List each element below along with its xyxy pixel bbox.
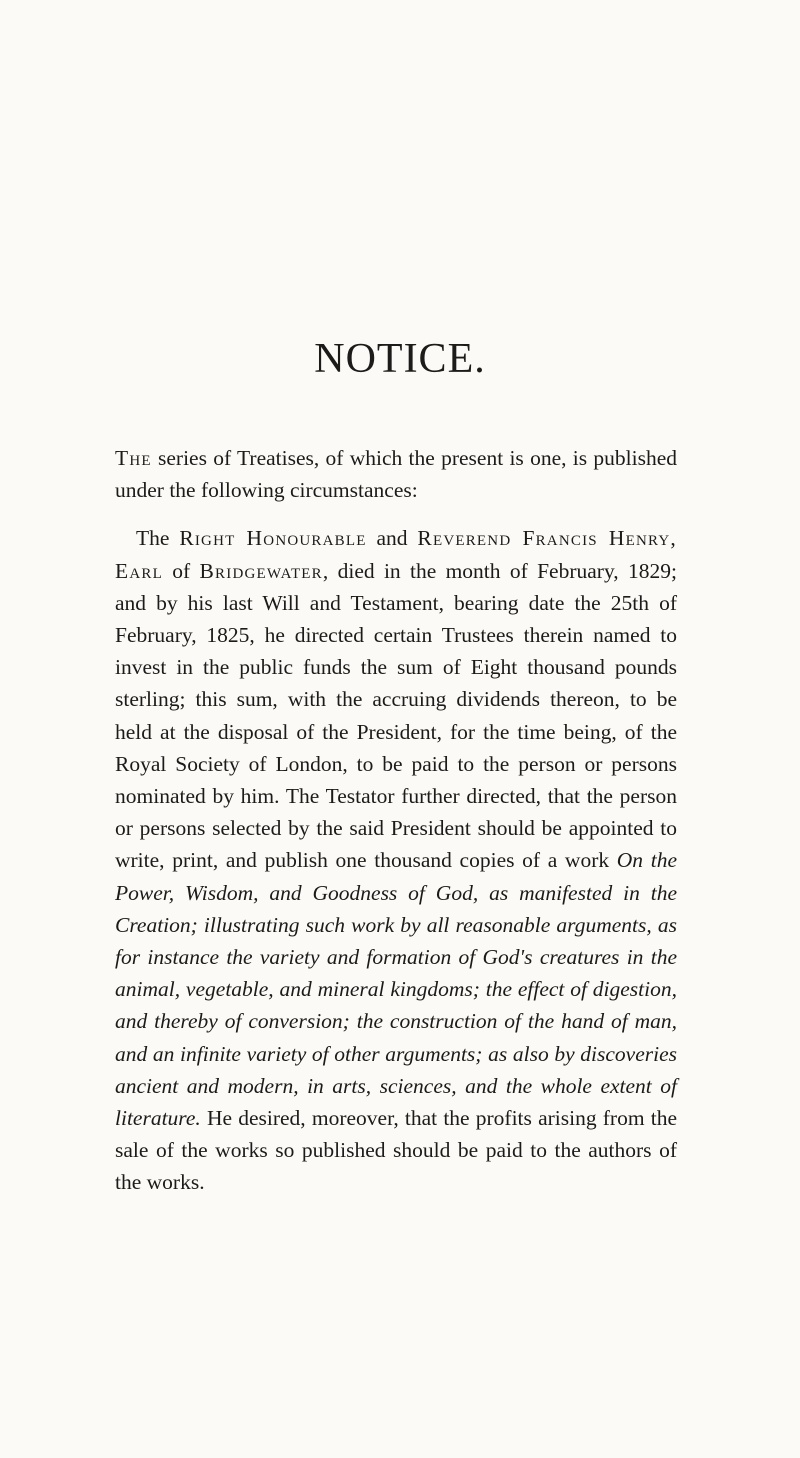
work-title-italic: On the Power, Wisdom, and Goodness of God, as manifested in the Creation; illustrating such work by all reasonable arguments, as for instance the variety and formation of God's creatures in the animal, vegetable, and mineral kingdoms; the effect of digestion, and thereby of conversion; the construction of the hand of man, and an infinite variety of other arguments; as also by discoveries ancient and modern, in arts, sciences, and the whole extent of literature. <box>115 848 677 1131</box>
name-earl: Reverend Francis Henry, Earl <box>115 526 677 583</box>
notice-body <box>115 442 677 1199</box>
paragraph-intro <box>115 442 677 506</box>
name-bridgewater: Bridgewater <box>199 558 323 583</box>
bequest-text-5: He desired, moreover, that the profits arising from the sale of the works so published should be paid to the authors of the works. <box>115 1106 677 1195</box>
intro-text: series of Treatises, of which the present is one, is published under the following circumstances: <box>115 446 677 503</box>
bequest-text-4: , died in the month of February, 1829; and by his last Will and Testament, bearing date the 25th of February, 1825, he directed certain Trustees therein named to invest in the public funds the sum of Eight thousand pounds sterling; this sum, with the accruing dividends thereon, to be held at the disposal of the President, for the time being, of the Royal Society of London, to be paid to the person or persons nominated by him. The Testator further directed, that the person or persons selected by the said President should be appointed to write, print, and publish one thousand copies of a work <box>115 558 677 873</box>
bequest-text-3: of <box>162 558 200 583</box>
title-honourable: Right Honourable <box>179 526 367 551</box>
bequest-text-2: and <box>366 526 418 551</box>
bequest-text-1: The <box>136 526 180 551</box>
page-title: NOTICE. <box>314 336 486 382</box>
paragraph-bequest <box>115 522 677 1198</box>
lead-word: The <box>115 446 152 470</box>
